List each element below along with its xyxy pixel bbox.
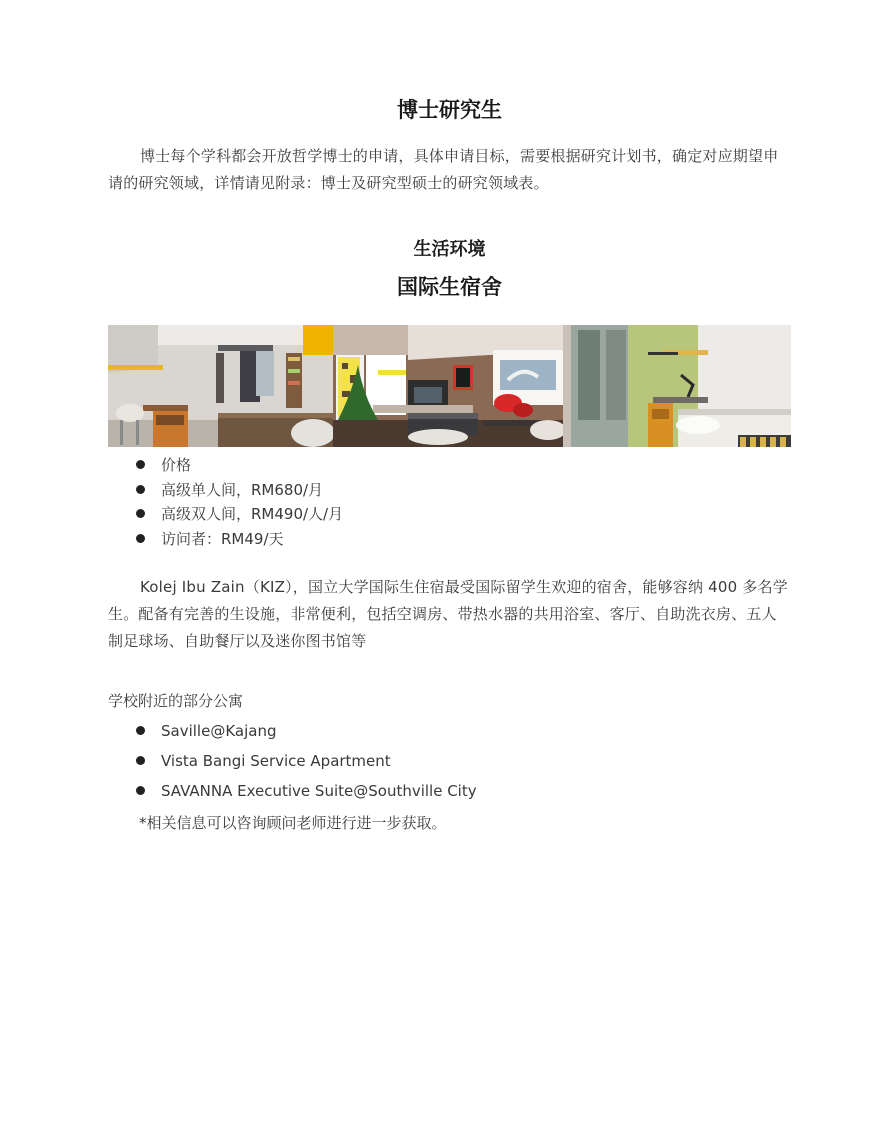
footnote: *相关信息可以咨询顾问老师进行进一步获取。 [139, 814, 447, 832]
list-item [136, 716, 477, 746]
phd-title: 博士研究生 [397, 98, 502, 122]
bullet-icon [136, 485, 145, 494]
phd-paragraph: 博士每个学科都会开放哲学博士的申请，具体申请目标，需要根据研究计划书，确定对应期望申请的研究领域，详情请见附录：博士及研究型硕士的研究领域表。 [108, 147, 779, 192]
list-item [136, 502, 343, 527]
list-item [136, 453, 343, 478]
apartments-heading: 学校附近的部分公寓 [108, 692, 244, 710]
bullet-icon [136, 756, 145, 765]
list-item-text: Vista Bangi Service Apartment [161, 752, 391, 770]
list-item-text: SAVANNA Executive Suite@Southville City [161, 782, 477, 800]
bullet-icon [136, 509, 145, 518]
list-item [136, 746, 477, 776]
dormitory-photo-banner [108, 325, 791, 447]
list-item-text: 高级单人间，RM680/月 [161, 480, 324, 499]
living-section-title: 生活环境 [413, 239, 486, 260]
bullet-icon [136, 460, 145, 469]
bullet-icon [136, 534, 145, 543]
dorm-paragraph: Kolej Ibu Zain（KIZ），国立大学国际生住宿最受国际留学生欢迎的宿舍，能够容纳 400 多名学生。配备有完善的生设施，非常便利，包括空调房、带热水器的共用浴室、客厅、自助洗衣房、五人制足球场、自助餐厅以及迷你图书馆等 [108, 578, 788, 650]
bullet-icon [136, 726, 145, 735]
apartment-list [136, 716, 477, 806]
dormitory-rooms-image [108, 325, 791, 447]
dorm-title: 国际生宿舍 [397, 275, 502, 299]
list-item-text: 高级双人间，RM490/人/月 [161, 505, 344, 523]
price-list [136, 453, 343, 551]
list-item-text: Saville@Kajang [161, 722, 277, 740]
list-item [136, 776, 477, 806]
list-item-text: 价格 [161, 456, 192, 474]
list-item-text: 访问者：RM49/天 [161, 529, 284, 548]
bullet-icon [136, 786, 145, 795]
list-item [136, 527, 343, 552]
list-item [136, 478, 343, 503]
